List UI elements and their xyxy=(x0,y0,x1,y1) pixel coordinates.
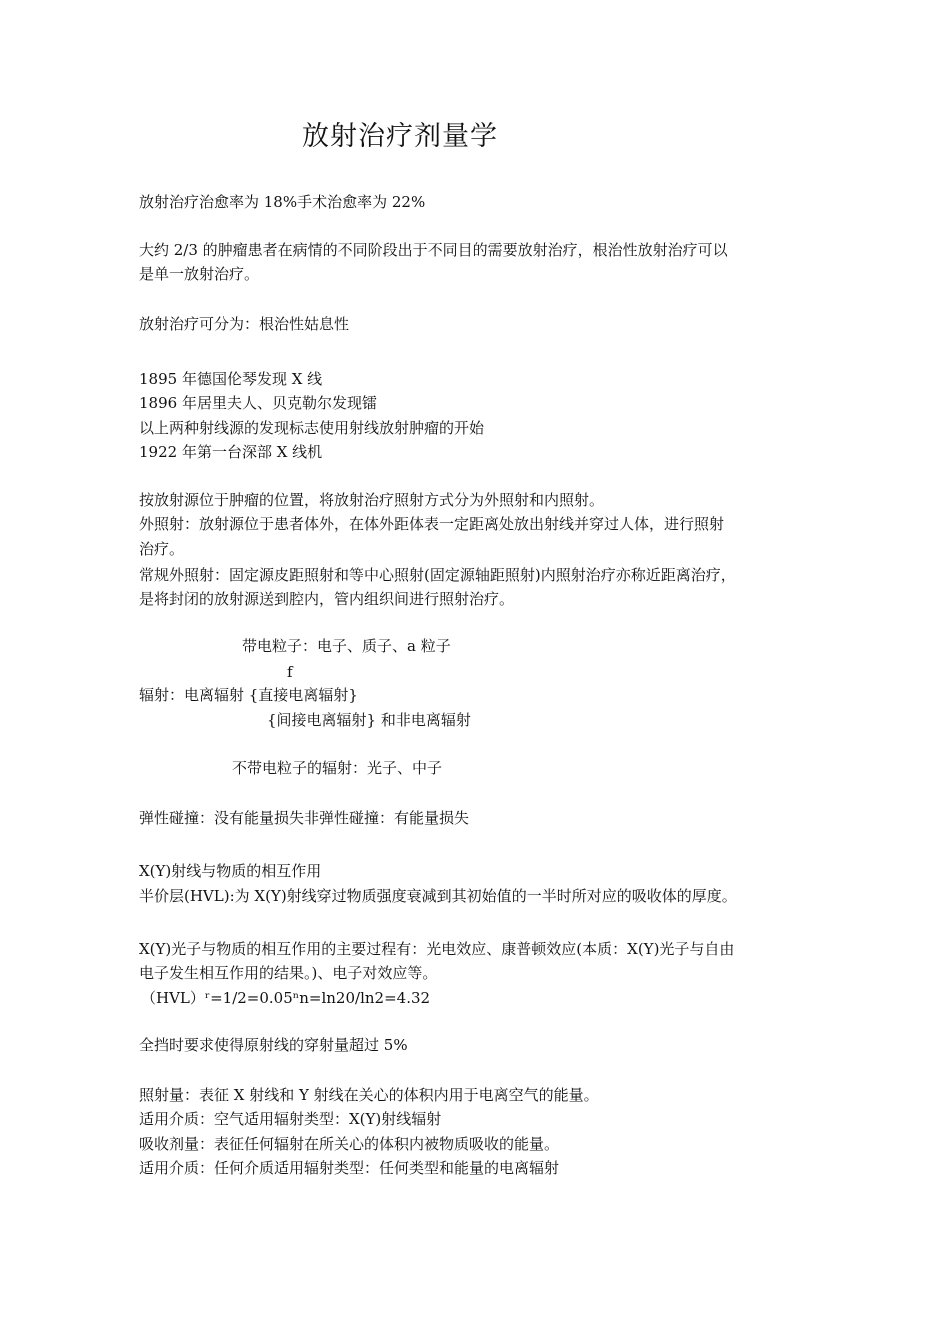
paragraph-interaction-line-1: X(Y)光子与物质的相互作用的主要过程有：光电效应、康普顿效应(本质：X(Y)光子与自由 xyxy=(139,940,735,958)
paragraph-collision: 弹性碰撞：没有能量损失非弹性碰撞：有能量损失 xyxy=(139,809,470,827)
radiation-uncharged: 不带电粒子的辐射：光子、中子 xyxy=(232,759,443,777)
definition-line: 适用介质：任何介质适用辐射类型：任何类型和能量的电离辐射 xyxy=(139,1159,560,1177)
irradiation-line: 是将封闭的放射源送到腔内，管内组织间进行照射治疗。 xyxy=(139,590,515,608)
section-heading-xray: X(Y)射线与物质的相互作用 xyxy=(139,862,322,880)
irradiation-line: 按放射源位于肿瘤的位置，将放射治疗照射方式分为外照射和内照射。 xyxy=(139,491,605,509)
history-line: 1922 年第一台深部 X 线机 xyxy=(139,443,323,461)
paragraph-cure-rate: 放射治疗治愈率为 18%手术治愈率为 22% xyxy=(139,193,426,211)
definition-line: 吸收剂量：表征任何辐射在所关心的体积内被物质吸收的能量。 xyxy=(139,1135,560,1153)
page-title: 放射治疗剂量学 xyxy=(302,121,498,152)
paragraph-two-thirds-line-1: 大约 2/3 的肿瘤患者在病情的不同阶段出于不同目的需要放射治疗，根治性放射治疗可以 xyxy=(139,241,728,259)
definition-line: 适用介质：空气适用辐射类型：X(Y)射线辐射 xyxy=(139,1110,442,1128)
history-line: 1896 年居里夫人、贝克勒尔发现镭 xyxy=(139,394,377,412)
radiation-main: 辐射：电离辐射 {直接电离辐射} xyxy=(139,686,358,704)
irradiation-line: 常规外照射：固定源皮距照射和等中心照射(固定源轴距照射)内照射治疗亦称近距离治疗， xyxy=(139,566,736,584)
irradiation-line: 治疗。 xyxy=(139,540,185,558)
history-line: 以上两种射线源的发现标志使用射线放射肿瘤的开始 xyxy=(139,419,485,437)
history-line: 1895 年德国伦琴发现 X 线 xyxy=(139,370,323,388)
radiation-charged-particles: 带电粒子：电子、质子、a 粒子 xyxy=(242,637,451,655)
radiation-f-mark: f xyxy=(287,663,293,681)
paragraph-two-thirds-line-2: 是单一放射治疗。 xyxy=(139,265,260,283)
formula-hvl: （HVL）ʳ=1/2=0.05ⁿn=ln20/ln2=4.32 xyxy=(141,989,431,1007)
paragraph-categories: 放射治疗可分为：根治性姑息性 xyxy=(139,315,350,333)
paragraph-hvl: 半价层(HVL):为 X(Y)射线穿过物质强度衰减到其初始值的一半时所对应的吸收体的厚度。 xyxy=(139,887,737,905)
paragraph-shield: 全挡时要求使得原射线的穿射量超过 5% xyxy=(139,1036,408,1054)
radiation-indirect: {间接电离辐射} 和非电离辐射 xyxy=(267,711,471,729)
definition-line: 照射量：表征 X 射线和 Y 射线在关心的体积内用于电离空气的能量。 xyxy=(139,1086,599,1104)
irradiation-line: 外照射：放射源位于患者体外，在体外距体表一定距离处放出射线并穿过人体，进行照射 xyxy=(139,515,725,533)
paragraph-interaction-line-2: 电子发生相互作用的结果。)、电子对效应等。 xyxy=(139,964,438,982)
